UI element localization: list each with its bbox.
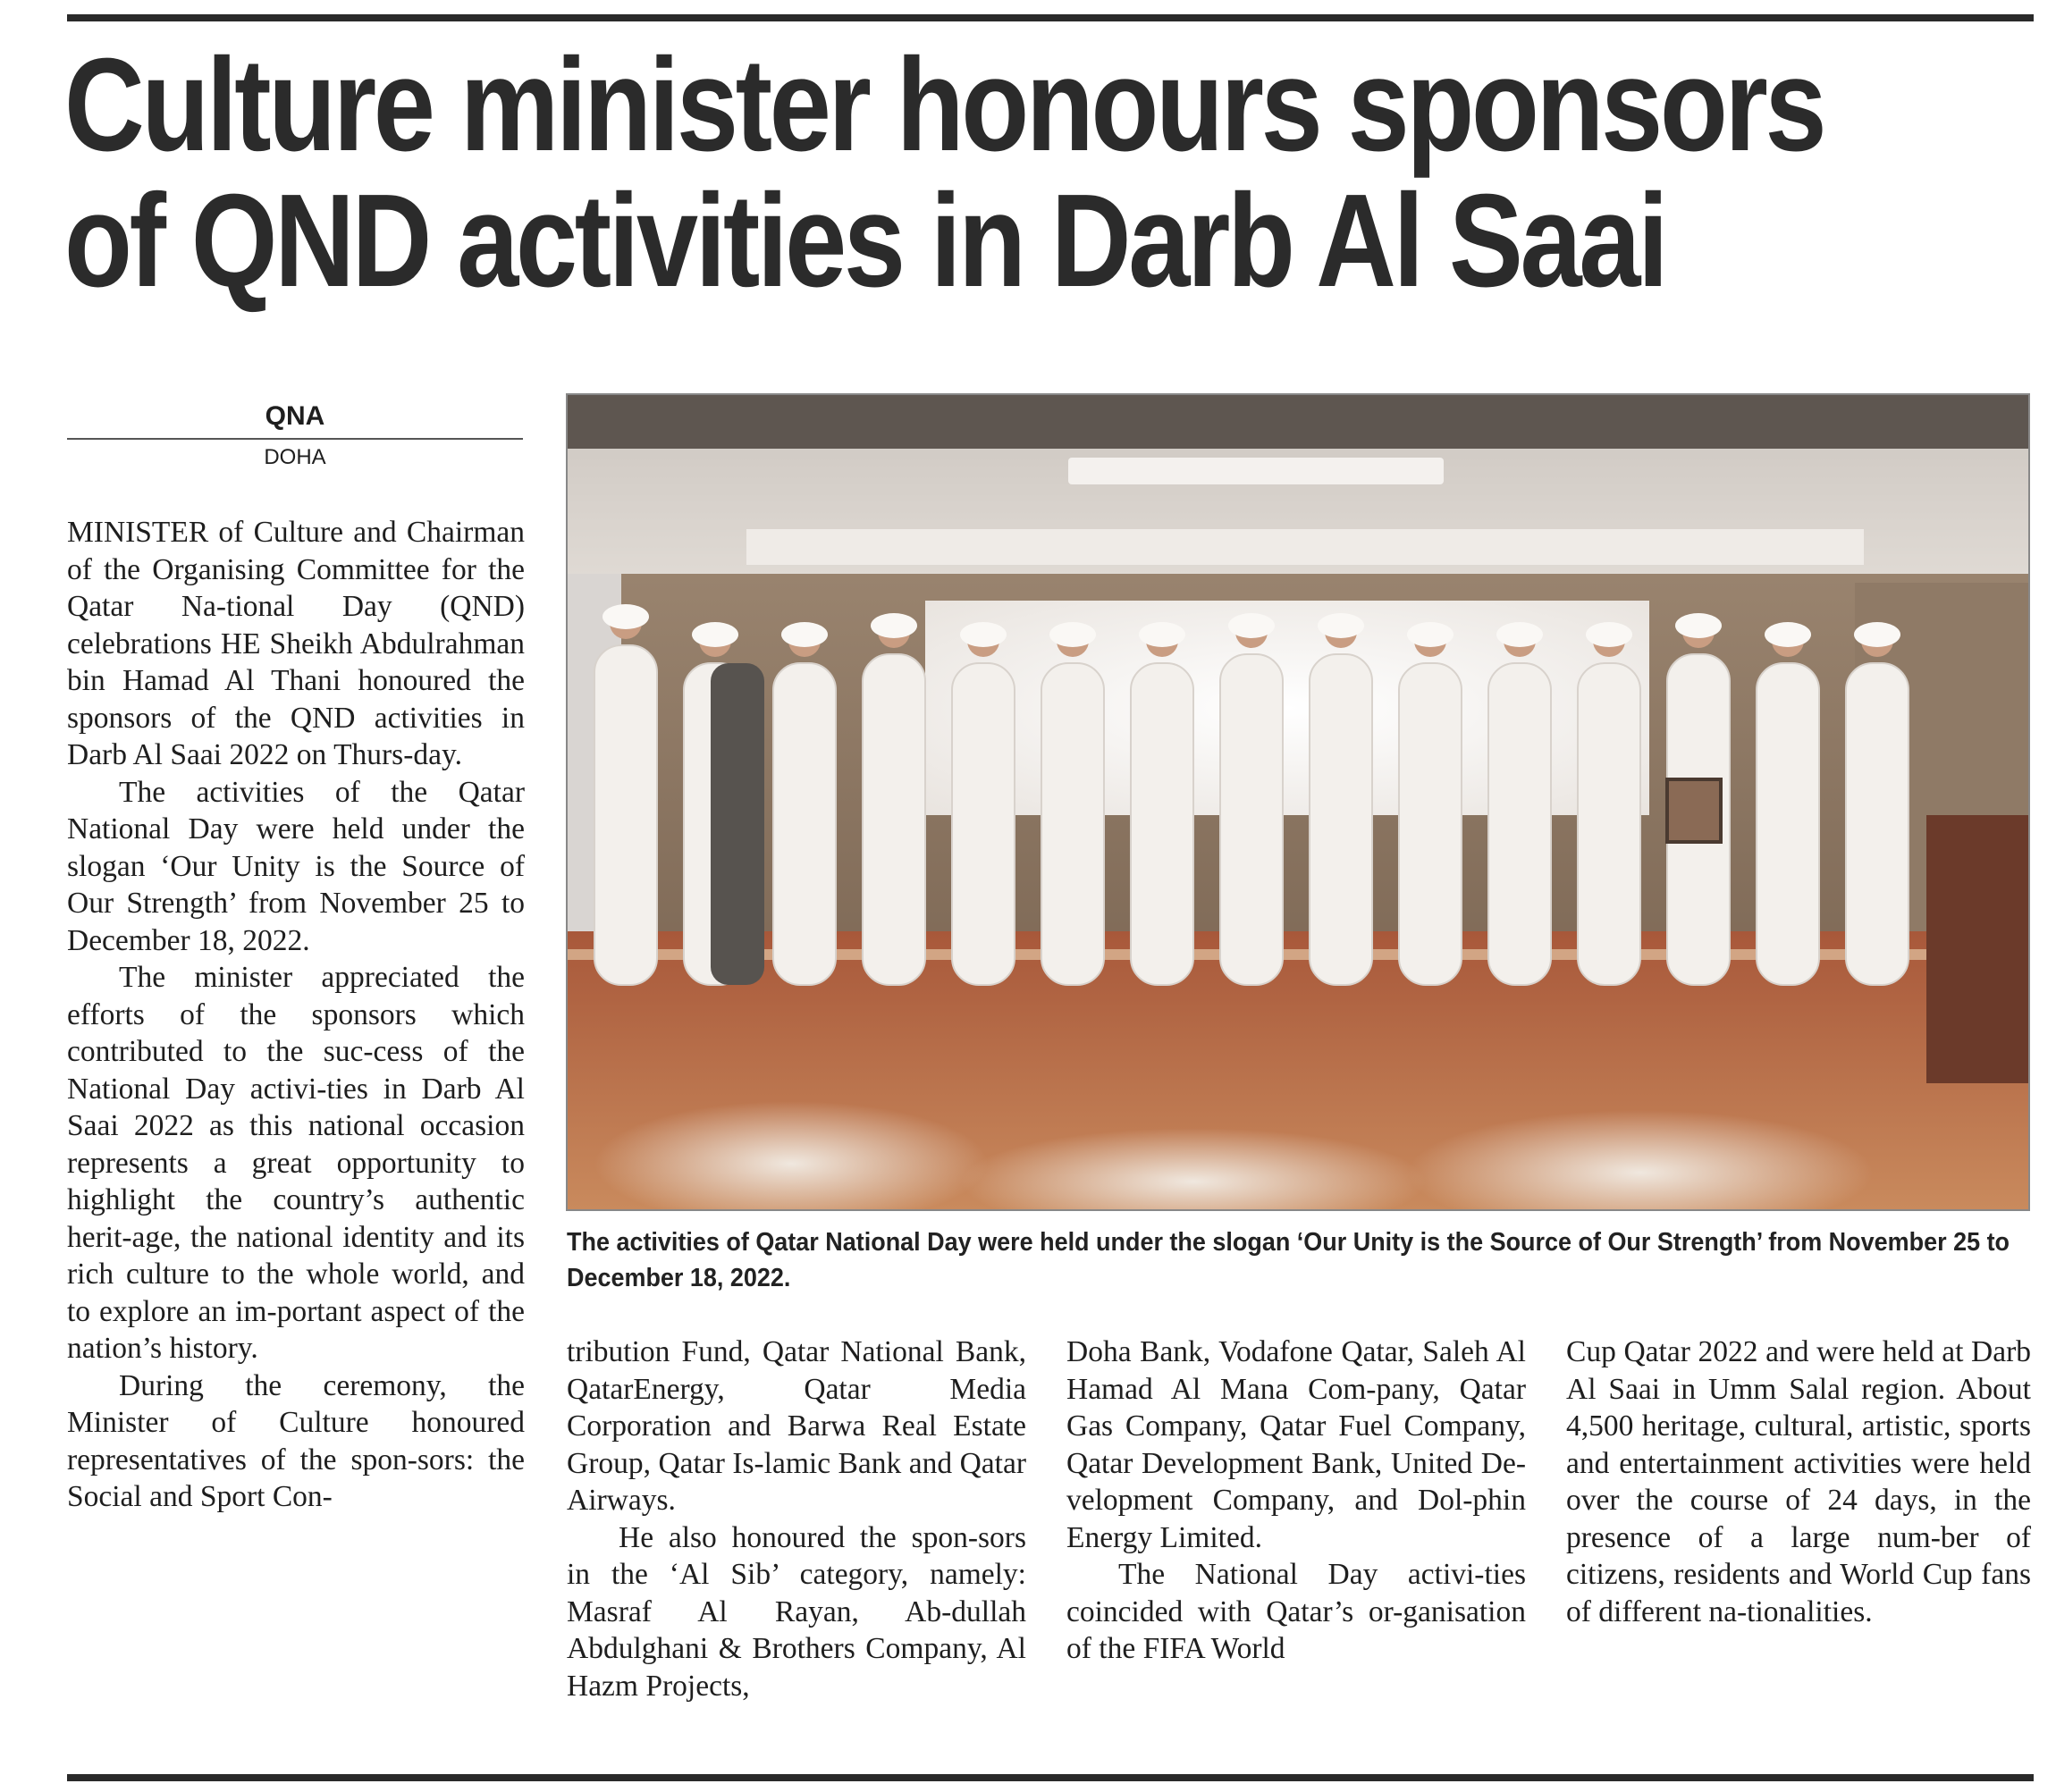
body-column-3 [1066, 1333, 1526, 1668]
headline-line-2: of QND activities in Darb Al Saai [64, 167, 1666, 315]
news-photo [566, 393, 2030, 1211]
paragraph: MINISTER of Culture and Chairman of the Organising Committee for the Qatar Na-tional Day (QND) celebrations HE Sheikh Abdulrahman bin Hamad Al Thani honoured the sponsors of the QND activities in Darb Al Saai 2022 on Thurs-day. [67, 516, 525, 771]
paragraph: tribution Fund, Qatar National Bank, QatarEnergy, Qatar Media Corporation and Barwa Real Estate Group, Qatar Is-lamic Bank and Qatar Airways. [567, 1335, 1026, 1517]
paragraph: The National Day activi-ties coincided with Qatar’s or-ganisation of the FIFA World [1066, 1558, 1526, 1665]
headline [64, 31, 1824, 315]
paragraph: The activities of the Qatar National Day were held under the slogan ‘Our Unity is the Source of Our Strength’ from November 25 to December 18, 2022. [67, 775, 525, 957]
headline-line-1: Culture minister honours sponsors [64, 31, 1824, 179]
byline [67, 399, 523, 470]
photo-caption: The activities of Qatar National Day were held under the slogan ‘Our Unity is the Source of Our Strength’ from November 25 to December 18, 2022. [567, 1228, 2010, 1292]
top-rule [67, 14, 2034, 21]
bottom-rule [67, 1774, 2034, 1781]
body-column-2 [567, 1333, 1026, 1704]
paragraph: The minister appreciated the efforts of the sponsors which contributed to the suc-cess of the National Day activi-ties in Darb Al Saai 2022 as this national occasion represents a great opportunity to highlight the country’s authentic herit-age, the national identity and its rich culture to the whole world, and to explore an im-portant aspect of the nation’s history. [67, 961, 525, 1365]
paragraph: During the ceremony, the Minister of Culture honoured representatives of the spon-sors: the Social and Sport Con- [67, 1368, 525, 1513]
paragraph: Cup Qatar 2022 and were held at Darb Al Saai in Umm Salal region. About 4,500 heritage, cultural, artistic, sports and entertainment activities were held over the course of 24 days, in the presence of a large num-ber of citizens, residents and World Cup fans of different na-tionalities. [1566, 1335, 2031, 1628]
paragraph: He also honoured the spon-sors in the ‘Al Sib’ category, namely: Masraf Al Rayan, Ab-dullah Abdulghani & Brothers Company, Al Hazm Projects, [567, 1520, 1026, 1703]
group-photo-illustration [568, 395, 2028, 1209]
byline-agency: QNA [265, 401, 325, 431]
body-column-4 [1566, 1333, 2031, 1630]
dateline: DOHA [264, 445, 326, 469]
byline-rule [67, 438, 523, 440]
body-column-1 [67, 514, 525, 1516]
paragraph: Doha Bank, Vodafone Qatar, Saleh Al Hamad Al Mana Com-pany, Qatar Gas Company, Qatar Fuel Company, Qatar Development Bank, United De-velopment Company, and Dol-phin Energy Limited. [1066, 1335, 1526, 1554]
